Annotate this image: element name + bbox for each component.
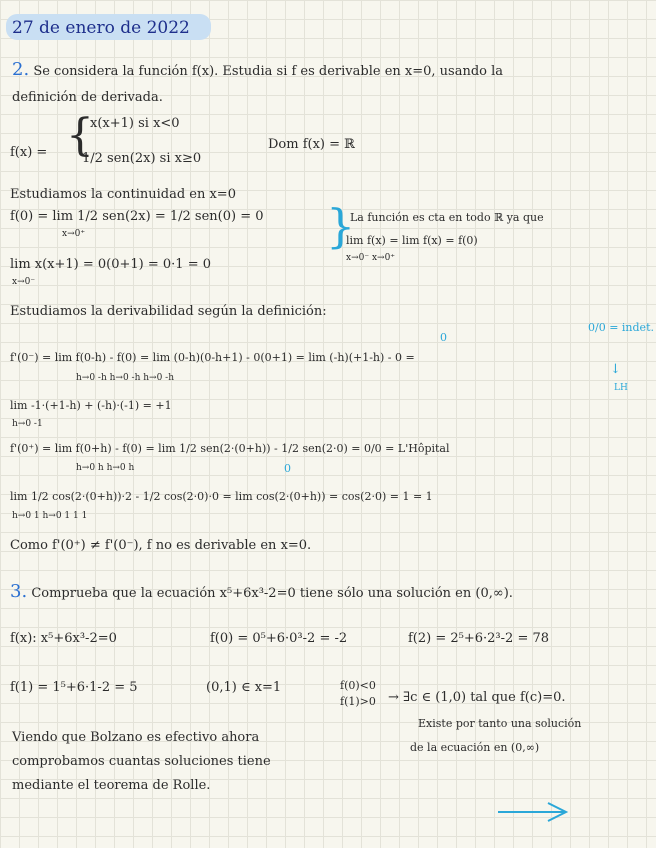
sign-f1: f(1)>0 bbox=[340, 695, 376, 708]
continuity-conclusion-2: lim f(x) = lim f(x) = f(0) bbox=[346, 234, 478, 247]
left-derivative-line2-den: h→0 -1 bbox=[12, 419, 43, 429]
exercise-2-conclusion: Como f'(0⁺) ≠ f'(0⁻), f no es derivable en x=0. bbox=[10, 538, 312, 553]
exercise-2-statement-line1: Se considera la función f(x). Estudia si f es derivable en x=0, usando la bbox=[33, 64, 504, 79]
interval: (0,1) ∈ x=1 bbox=[206, 680, 282, 695]
left-derivative-line2: lim -1·(+1-h) + (-h)·(-1) = +1 bbox=[10, 399, 172, 412]
continuity-left-sub: x→0⁻ bbox=[12, 277, 36, 287]
piecewise-brace: { bbox=[66, 110, 94, 161]
right-derivative-line2: lim 1/2 cos(2·(0+h))·2 - 1/2 cos(2·0)·0 = lim cos(2·(0+h)) = cos(2·0) = 1 = 1 bbox=[10, 490, 433, 503]
note-zero-right: 0 bbox=[284, 462, 291, 475]
piece-1: x(x+1) si x<0 bbox=[90, 116, 180, 131]
continuity-right-limit: f(0) = lim 1/2 sen(2x) = 1/2 sen(0) = 0 bbox=[10, 209, 264, 224]
continuity-left-limit: lim x(x+1) = 0(0+1) = 0·1 = 0 bbox=[10, 257, 212, 272]
page-date: 27 de enero de 2022 bbox=[12, 18, 190, 38]
equation-f2: f(2) = 2⁵+6·2³-2 = 78 bbox=[408, 631, 550, 646]
existence-statement: → ∃c ∈ (1,0) tal que f(c)=0. bbox=[388, 690, 566, 705]
existence-line3: de la ecuación en (0,∞) bbox=[410, 741, 540, 754]
bolzano-line3: mediante el teorema de Rolle. bbox=[12, 778, 211, 793]
arrow-down-icon: ↓ bbox=[610, 362, 621, 377]
continuity-conclusion-1: La función es cta en todo ℝ ya que bbox=[350, 211, 544, 224]
equation-f0: f(0) = 0⁵+6·0³-2 = -2 bbox=[210, 631, 348, 646]
exercise-2-statement-line2: definición de derivada. bbox=[12, 90, 163, 105]
note-zero-top: 0 bbox=[440, 331, 447, 344]
exercise-3-statement-text: Comprueba que la ecuación x⁵+6x³-2=0 tiene sólo una solución en (0,∞). bbox=[31, 586, 513, 601]
lhopital-mark: LH bbox=[614, 383, 628, 393]
continuity-brace: } bbox=[326, 199, 356, 253]
right-derivative-line2-den: h→0 1 h→0 1 1 1 bbox=[12, 511, 88, 521]
domain: Dom f(x) = ℝ bbox=[268, 137, 355, 152]
right-derivative-line1: f'(0⁺) = lim f(0+h) - f(0) = lim 1/2 sen(2·(0+h)) - 1/2 sen(2·0) = 0/0 = L'Hôpital bbox=[10, 442, 450, 455]
exercise-2-number: 2. bbox=[12, 59, 30, 80]
next-page-arrow-icon bbox=[496, 800, 570, 824]
function-label: f(x) = bbox=[10, 145, 48, 160]
exercise-2-statement bbox=[12, 59, 504, 80]
right-derivative-denominators: h→0 h h→0 h bbox=[76, 463, 135, 473]
bolzano-line1: Viendo que Bolzano es efectivo ahora bbox=[12, 730, 260, 745]
derivability-title: Estudiamos la derivabilidad según la definición: bbox=[10, 304, 327, 319]
exercise-3-number: 3. bbox=[10, 581, 28, 602]
exercise-3-statement bbox=[10, 581, 513, 602]
equation-fx: f(x): x⁵+6x³-2=0 bbox=[10, 631, 117, 646]
equation-f1: f(1) = 1⁵+6·1-2 = 5 bbox=[10, 680, 138, 695]
left-derivative-line1: f'(0⁻) = lim f(0-h) - f(0) = lim (0-h)(0-h+1) - 0(0+1) = lim (-h)(+1-h) - 0 = bbox=[10, 351, 415, 364]
note-indeterminate: 0/0 = indet. bbox=[588, 321, 654, 334]
sign-f0: f(0)<0 bbox=[340, 679, 376, 692]
bolzano-line2: comprobamos cuantas soluciones tiene bbox=[12, 754, 271, 769]
continuity-title: Estudiamos la continuidad en x=0 bbox=[10, 187, 236, 202]
continuity-conclusion-sub: x→0⁻ x→0⁺ bbox=[346, 253, 396, 263]
continuity-right-sub: x→0⁺ bbox=[62, 229, 86, 239]
existence-line2: Existe por tanto una solución bbox=[418, 717, 582, 730]
left-derivative-denominators: h→0 -h h→0 -h h→0 -h bbox=[76, 373, 175, 383]
piece-2: 1/2 sen(2x) si x≥0 bbox=[82, 151, 202, 166]
